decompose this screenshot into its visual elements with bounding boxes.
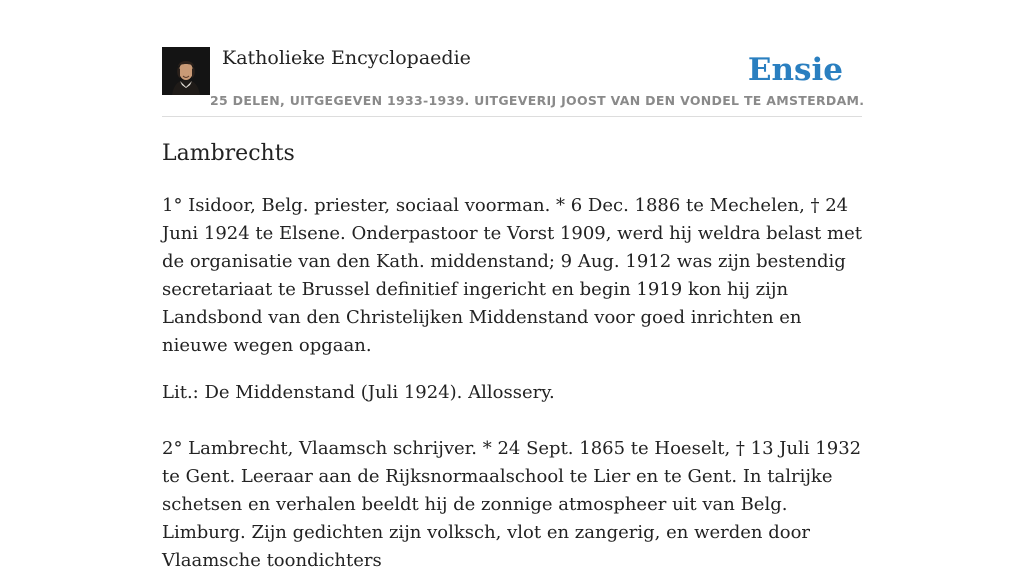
article-paragraph-2: 2° Lambrecht, Vlaamsch schrijver. * 24 Sept. 1865 te Hoeselt, † 13 Juli 1932 te Gent. Leeraar aan de Rijksnormaalschool te Lier en te Gent. In talrijke schetsen en verhalen beeldt hij de zonnige atmospheer uit van Belg. Limburg. Zijn gedichten zijn volksch, vlot en zangerig, en werden door Vlaamsche toondichters — [162, 438, 862, 571]
article-paragraph-1: 1° Isidoor, Belg. priester, sociaal voorman. * 6 Dec. 1886 te Mechelen, † 24 Juni 1924 te Elsene. Onderpastoor te Vorst 1909, werd hij weldra belast met de organisatie van den Kath. middenstand; 9 Aug. 1912 was zijn bestendig secretariaat te Brussel definitief ingericht en begin 1919 kon hij zijn Landsbond van den Christelijken Middenstand voor goed inrichten en nieuwe wegen opgaan. — [162, 195, 862, 356]
ensie-logo-link[interactable]: Ensie — [747, 52, 843, 88]
site-header — [162, 46, 865, 117]
site-title[interactable]: Katholieke Encyclopaedie — [222, 47, 471, 69]
article — [162, 138, 866, 575]
portrait-avatar-icon[interactable] — [162, 47, 210, 95]
article-title: Lambrechts — [162, 141, 295, 166]
publication-subtitle: 25 DELEN, UITGEGEVEN 1933-1939. UITGEVERIJ JOOST VAN DEN VONDEL TE AMSTERDAM. — [210, 93, 865, 108]
article-paragraph-literature: Lit.: De Middenstand (Juli 1924). Allossery. — [162, 382, 555, 403]
